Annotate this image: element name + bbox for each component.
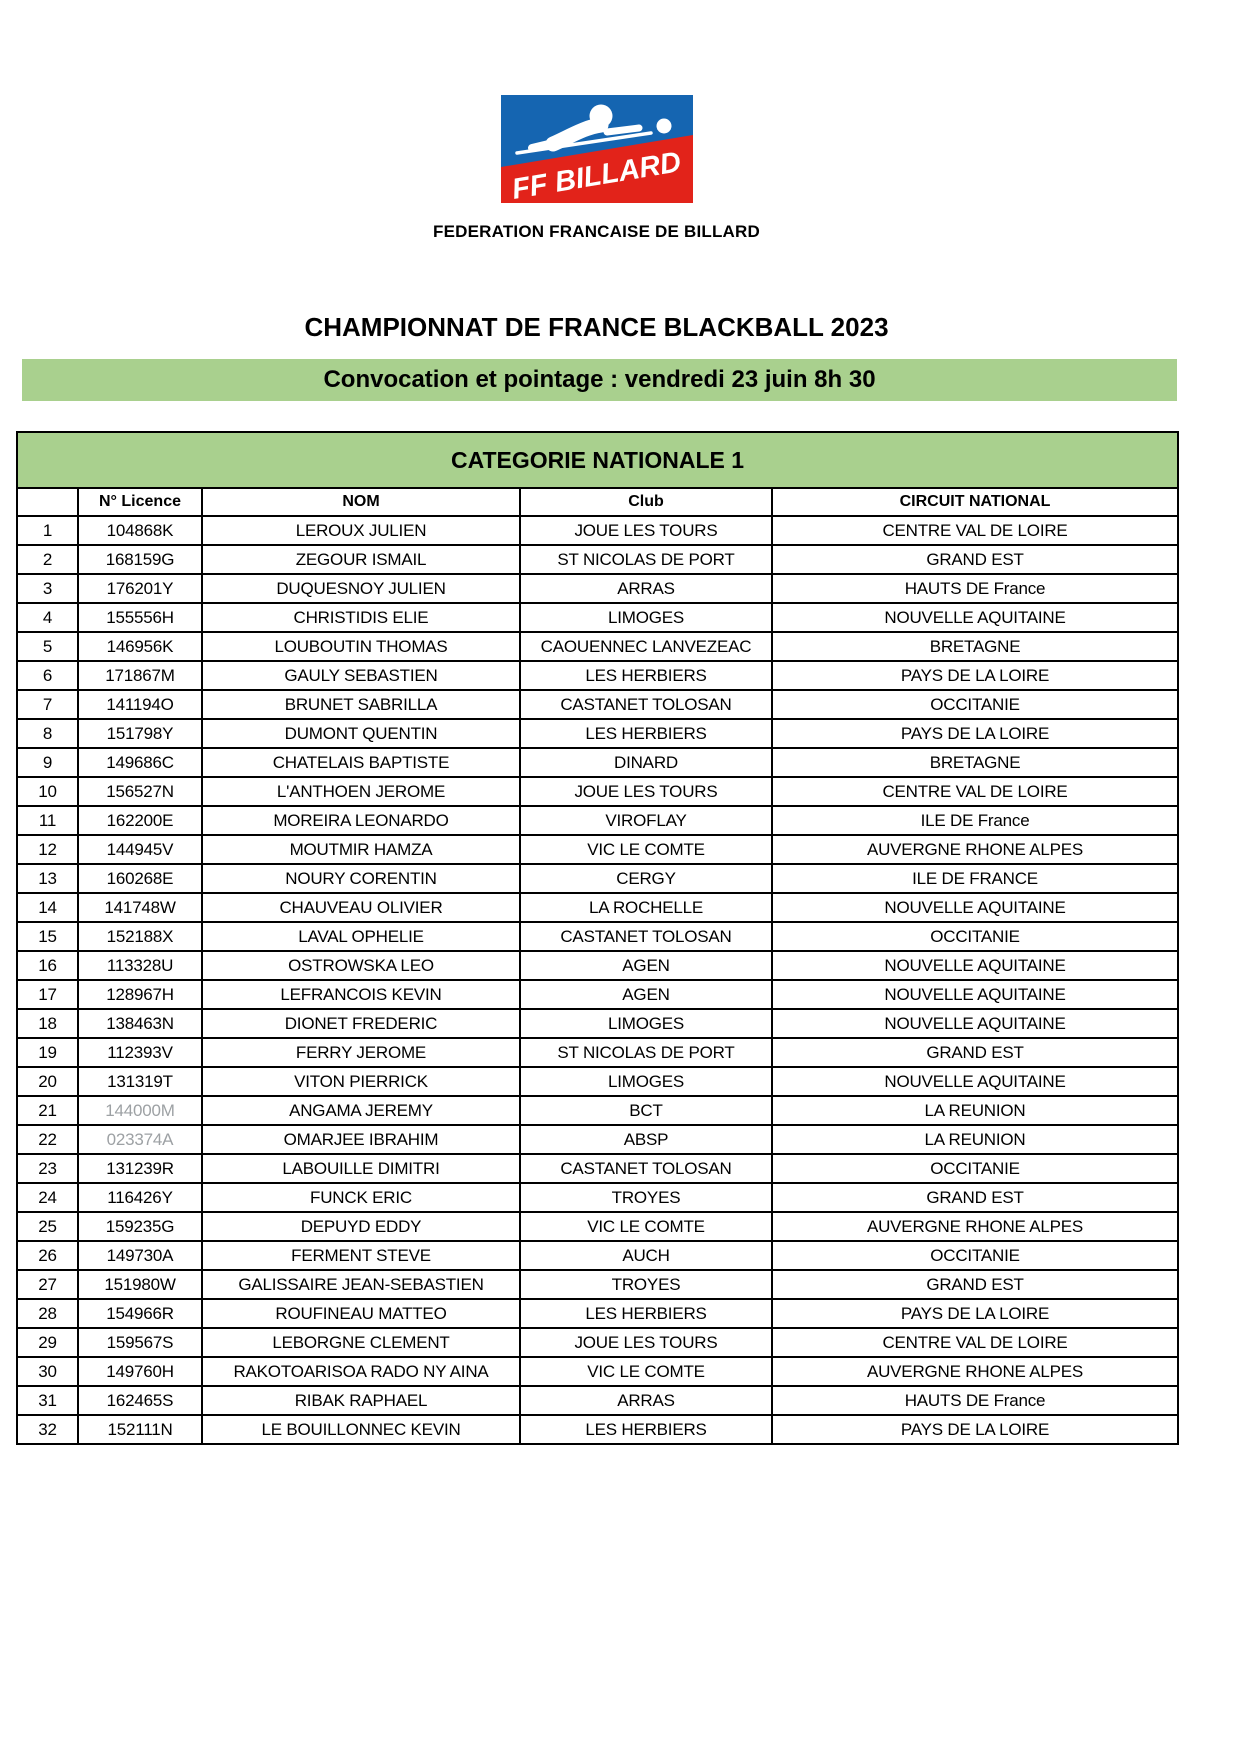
col-header-nom: NOM [202,488,520,516]
licence-cell: 149760H [78,1357,202,1386]
circuit-cell: NOUVELLE AQUITAINE [772,1009,1178,1038]
name-cell: FERMENT STEVE [202,1241,520,1270]
row-number-cell: 22 [17,1125,78,1154]
row-number-cell: 11 [17,806,78,835]
ffbillard-logo [501,95,693,203]
circuit-cell: BRETAGNE [772,632,1178,661]
table-row [17,661,1178,690]
licence-cell: 138463N [78,1009,202,1038]
table-row [17,1270,1178,1299]
circuit-cell: GRAND EST [772,1183,1178,1212]
club-cell: CAOUENNEC LANVEZEAC [520,632,772,661]
table-row [17,690,1178,719]
name-cell: RAKOTOARISOA RADO NY AINA [202,1357,520,1386]
name-cell: FERRY JEROME [202,1038,520,1067]
circuit-cell: HAUTS DE France [772,1386,1178,1415]
name-cell: RIBAK RAPHAEL [202,1386,520,1415]
table-row [17,1241,1178,1270]
circuit-cell: NOUVELLE AQUITAINE [772,951,1178,980]
licence-cell: 116426Y [78,1183,202,1212]
club-cell: VIC LE COMTE [520,1357,772,1386]
row-number-cell: 30 [17,1357,78,1386]
licence-cell: 151980W [78,1270,202,1299]
row-number-cell: 3 [17,574,78,603]
table-row [17,1357,1178,1386]
club-cell: AGEN [520,980,772,1009]
licence-cell: 144000M [78,1096,202,1125]
club-cell: LA ROCHELLE [520,893,772,922]
licence-cell: 146956K [78,632,202,661]
table-row [17,1125,1178,1154]
row-number-cell: 4 [17,603,78,632]
name-cell: CHATELAIS BAPTISTE [202,748,520,777]
circuit-cell: HAUTS DE France [772,574,1178,603]
table-row [17,922,1178,951]
name-cell: DEPUYD EDDY [202,1212,520,1241]
club-cell: JOUE LES TOURS [520,516,772,545]
club-cell: ARRAS [520,574,772,603]
table-row [17,1154,1178,1183]
category-title: CATEGORIE NATIONALE 1 [17,432,1178,488]
table-row [17,1009,1178,1038]
table-row [17,1096,1178,1125]
row-number-cell: 1 [17,516,78,545]
table-row [17,1038,1178,1067]
col-header-index [17,488,78,516]
club-cell: LIMOGES [520,603,772,632]
club-cell: CERGY [520,864,772,893]
licence-cell: 159235G [78,1212,202,1241]
table-row [17,806,1178,835]
name-cell: LE BOUILLONNEC KEVIN [202,1415,520,1444]
circuit-cell: LA REUNION [772,1096,1178,1125]
row-number-cell: 13 [17,864,78,893]
table-row [17,516,1178,545]
row-number-cell: 2 [17,545,78,574]
col-header-licence: N° Licence [78,488,202,516]
row-number-cell: 10 [17,777,78,806]
licence-cell: 156527N [78,777,202,806]
licence-cell: 023374A [78,1125,202,1154]
circuit-cell: NOUVELLE AQUITAINE [772,893,1178,922]
column-header-row [17,488,1178,516]
circuit-cell: OCCITANIE [772,922,1178,951]
table-row [17,545,1178,574]
name-cell: ZEGOUR ISMAIL [202,545,520,574]
licence-cell: 112393V [78,1038,202,1067]
row-number-cell: 17 [17,980,78,1009]
federation-name: FEDERATION FRANCAISE DE BILLARD [433,222,760,241]
table-row [17,1386,1178,1415]
name-cell: LAVAL OPHELIE [202,922,520,951]
club-cell: AUCH [520,1241,772,1270]
circuit-cell: GRAND EST [772,1038,1178,1067]
licence-cell: 149730A [78,1241,202,1270]
table-row [17,864,1178,893]
name-cell: GAULY SEBASTIEN [202,661,520,690]
row-number-cell: 18 [17,1009,78,1038]
club-cell: VIC LE COMTE [520,835,772,864]
row-number-cell: 21 [17,1096,78,1125]
table-row [17,1328,1178,1357]
name-cell: LEBORGNE CLEMENT [202,1328,520,1357]
table-row [17,1183,1178,1212]
row-number-cell: 12 [17,835,78,864]
table-row [17,980,1178,1009]
club-cell: VIC LE COMTE [520,1212,772,1241]
club-cell: ABSP [520,1125,772,1154]
circuit-cell: PAYS DE LA LOIRE [772,661,1178,690]
name-cell: DIONET FREDERIC [202,1009,520,1038]
row-number-cell: 29 [17,1328,78,1357]
name-cell: ANGAMA JEREMY [202,1096,520,1125]
club-cell: ST NICOLAS DE PORT [520,545,772,574]
circuit-cell: OCCITANIE [772,1154,1178,1183]
club-cell: ARRAS [520,1386,772,1415]
name-cell: CHAUVEAU OLIVIER [202,893,520,922]
circuit-cell: PAYS DE LA LOIRE [772,719,1178,748]
licence-cell: 155556H [78,603,202,632]
club-cell: CASTANET TOLOSAN [520,1154,772,1183]
name-cell: FUNCK ERIC [202,1183,520,1212]
licence-cell: 149686C [78,748,202,777]
club-cell: TROYES [520,1270,772,1299]
circuit-cell: OCCITANIE [772,1241,1178,1270]
name-cell: MOREIRA LEONARDO [202,806,520,835]
circuit-cell: CENTRE VAL DE LOIRE [772,1328,1178,1357]
name-cell: VITON PIERRICK [202,1067,520,1096]
row-number-cell: 9 [17,748,78,777]
table-row [17,574,1178,603]
name-cell: LEFRANCOIS KEVIN [202,980,520,1009]
name-cell: LEROUX JULIEN [202,516,520,545]
circuit-cell: PAYS DE LA LOIRE [772,1415,1178,1444]
licence-cell: 162465S [78,1386,202,1415]
name-cell: L'ANTHOEN JEROME [202,777,520,806]
club-cell: CASTANET TOLOSAN [520,690,772,719]
row-number-cell: 28 [17,1299,78,1328]
circuit-cell: ILE DE France [772,806,1178,835]
circuit-cell: AUVERGNE RHONE ALPES [772,1212,1178,1241]
table-row [17,1299,1178,1328]
club-cell: DINARD [520,748,772,777]
licence-cell: 159567S [78,1328,202,1357]
row-number-cell: 15 [17,922,78,951]
document-header [16,0,1177,242]
table-row [17,1067,1178,1096]
licence-cell: 176201Y [78,574,202,603]
club-cell: LES HERBIERS [520,1415,772,1444]
circuit-cell: OCCITANIE [772,690,1178,719]
row-number-cell: 24 [17,1183,78,1212]
name-cell: MOUTMIR HAMZA [202,835,520,864]
circuit-cell: AUVERGNE RHONE ALPES [772,1357,1178,1386]
name-cell: OSTROWSKA LEO [202,951,520,980]
licence-cell: 168159G [78,545,202,574]
table-row [17,893,1178,922]
circuit-cell: LA REUNION [772,1125,1178,1154]
club-cell: LES HERBIERS [520,661,772,690]
club-cell: ST NICOLAS DE PORT [520,1038,772,1067]
col-header-club: Club [520,488,772,516]
licence-cell: 160268E [78,864,202,893]
licence-cell: 152111N [78,1415,202,1444]
table-row [17,1415,1178,1444]
club-cell: BCT [520,1096,772,1125]
name-cell: ROUFINEAU MATTEO [202,1299,520,1328]
name-cell: NOURY CORENTIN [202,864,520,893]
name-cell: DUMONT QUENTIN [202,719,520,748]
circuit-cell: NOUVELLE AQUITAINE [772,603,1178,632]
table-row [17,835,1178,864]
row-number-cell: 7 [17,690,78,719]
circuit-cell: BRETAGNE [772,748,1178,777]
club-cell: AGEN [520,951,772,980]
licence-cell: 152188X [78,922,202,951]
row-number-cell: 25 [17,1212,78,1241]
circuit-cell: ILE DE FRANCE [772,864,1178,893]
licence-cell: 128967H [78,980,202,1009]
document-title: CHAMPIONNAT DE FRANCE BLACKBALL 2023 [304,312,889,342]
players-table [16,431,1179,1445]
row-number-cell: 26 [17,1241,78,1270]
row-number-cell: 32 [17,1415,78,1444]
row-number-cell: 16 [17,951,78,980]
licence-cell: 171867M [78,661,202,690]
club-cell: JOUE LES TOURS [520,777,772,806]
licence-cell: 144945V [78,835,202,864]
club-cell: CASTANET TOLOSAN [520,922,772,951]
club-cell: LIMOGES [520,1009,772,1038]
club-cell: LES HERBIERS [520,719,772,748]
club-cell: LIMOGES [520,1067,772,1096]
billiard-player-icon [501,95,693,203]
table-row [17,748,1178,777]
table-row [17,603,1178,632]
table-row [17,951,1178,980]
circuit-cell: PAYS DE LA LOIRE [772,1299,1178,1328]
licence-cell: 162200E [78,806,202,835]
table-row [17,632,1178,661]
category-header-row [17,432,1178,488]
row-number-cell: 31 [17,1386,78,1415]
licence-cell: 131239R [78,1154,202,1183]
licence-cell: 151798Y [78,719,202,748]
row-number-cell: 5 [17,632,78,661]
licence-cell: 113328U [78,951,202,980]
club-cell: TROYES [520,1183,772,1212]
club-cell: JOUE LES TOURS [520,1328,772,1357]
logo-wordmark: FF BILLARD [509,146,683,203]
table-row [17,777,1178,806]
circuit-cell: NOUVELLE AQUITAINE [772,980,1178,1009]
row-number-cell: 14 [17,893,78,922]
circuit-cell: GRAND EST [772,545,1178,574]
row-number-cell: 27 [17,1270,78,1299]
row-number-cell: 6 [17,661,78,690]
row-number-cell: 8 [17,719,78,748]
name-cell: CHRISTIDIS ELIE [202,603,520,632]
licence-cell: 154966R [78,1299,202,1328]
name-cell: DUQUESNOY JULIEN [202,574,520,603]
circuit-cell: CENTRE VAL DE LOIRE [772,777,1178,806]
name-cell: LOUBOUTIN THOMAS [202,632,520,661]
licence-cell: 141748W [78,893,202,922]
licence-cell: 141194O [78,690,202,719]
name-cell: LABOUILLE DIMITRI [202,1154,520,1183]
row-number-cell: 23 [17,1154,78,1183]
row-number-cell: 19 [17,1038,78,1067]
club-cell: LES HERBIERS [520,1299,772,1328]
name-cell: OMARJEE IBRAHIM [202,1125,520,1154]
circuit-cell: NOUVELLE AQUITAINE [772,1067,1178,1096]
circuit-cell: CENTRE VAL DE LOIRE [772,516,1178,545]
circuit-cell: GRAND EST [772,1270,1178,1299]
circuit-cell: AUVERGNE RHONE ALPES [772,835,1178,864]
name-cell: BRUNET SABRILLA [202,690,520,719]
licence-cell: 104868K [78,516,202,545]
col-header-circuit: CIRCUIT NATIONAL [772,488,1178,516]
convocation-banner: Convocation et pointage : vendredi 23 juin 8h 30 [22,359,1177,401]
table-row [17,1212,1178,1241]
row-number-cell: 20 [17,1067,78,1096]
club-cell: VIROFLAY [520,806,772,835]
licence-cell: 131319T [78,1067,202,1096]
name-cell: GALISSAIRE JEAN-SEBASTIEN [202,1270,520,1299]
table-row [17,719,1178,748]
